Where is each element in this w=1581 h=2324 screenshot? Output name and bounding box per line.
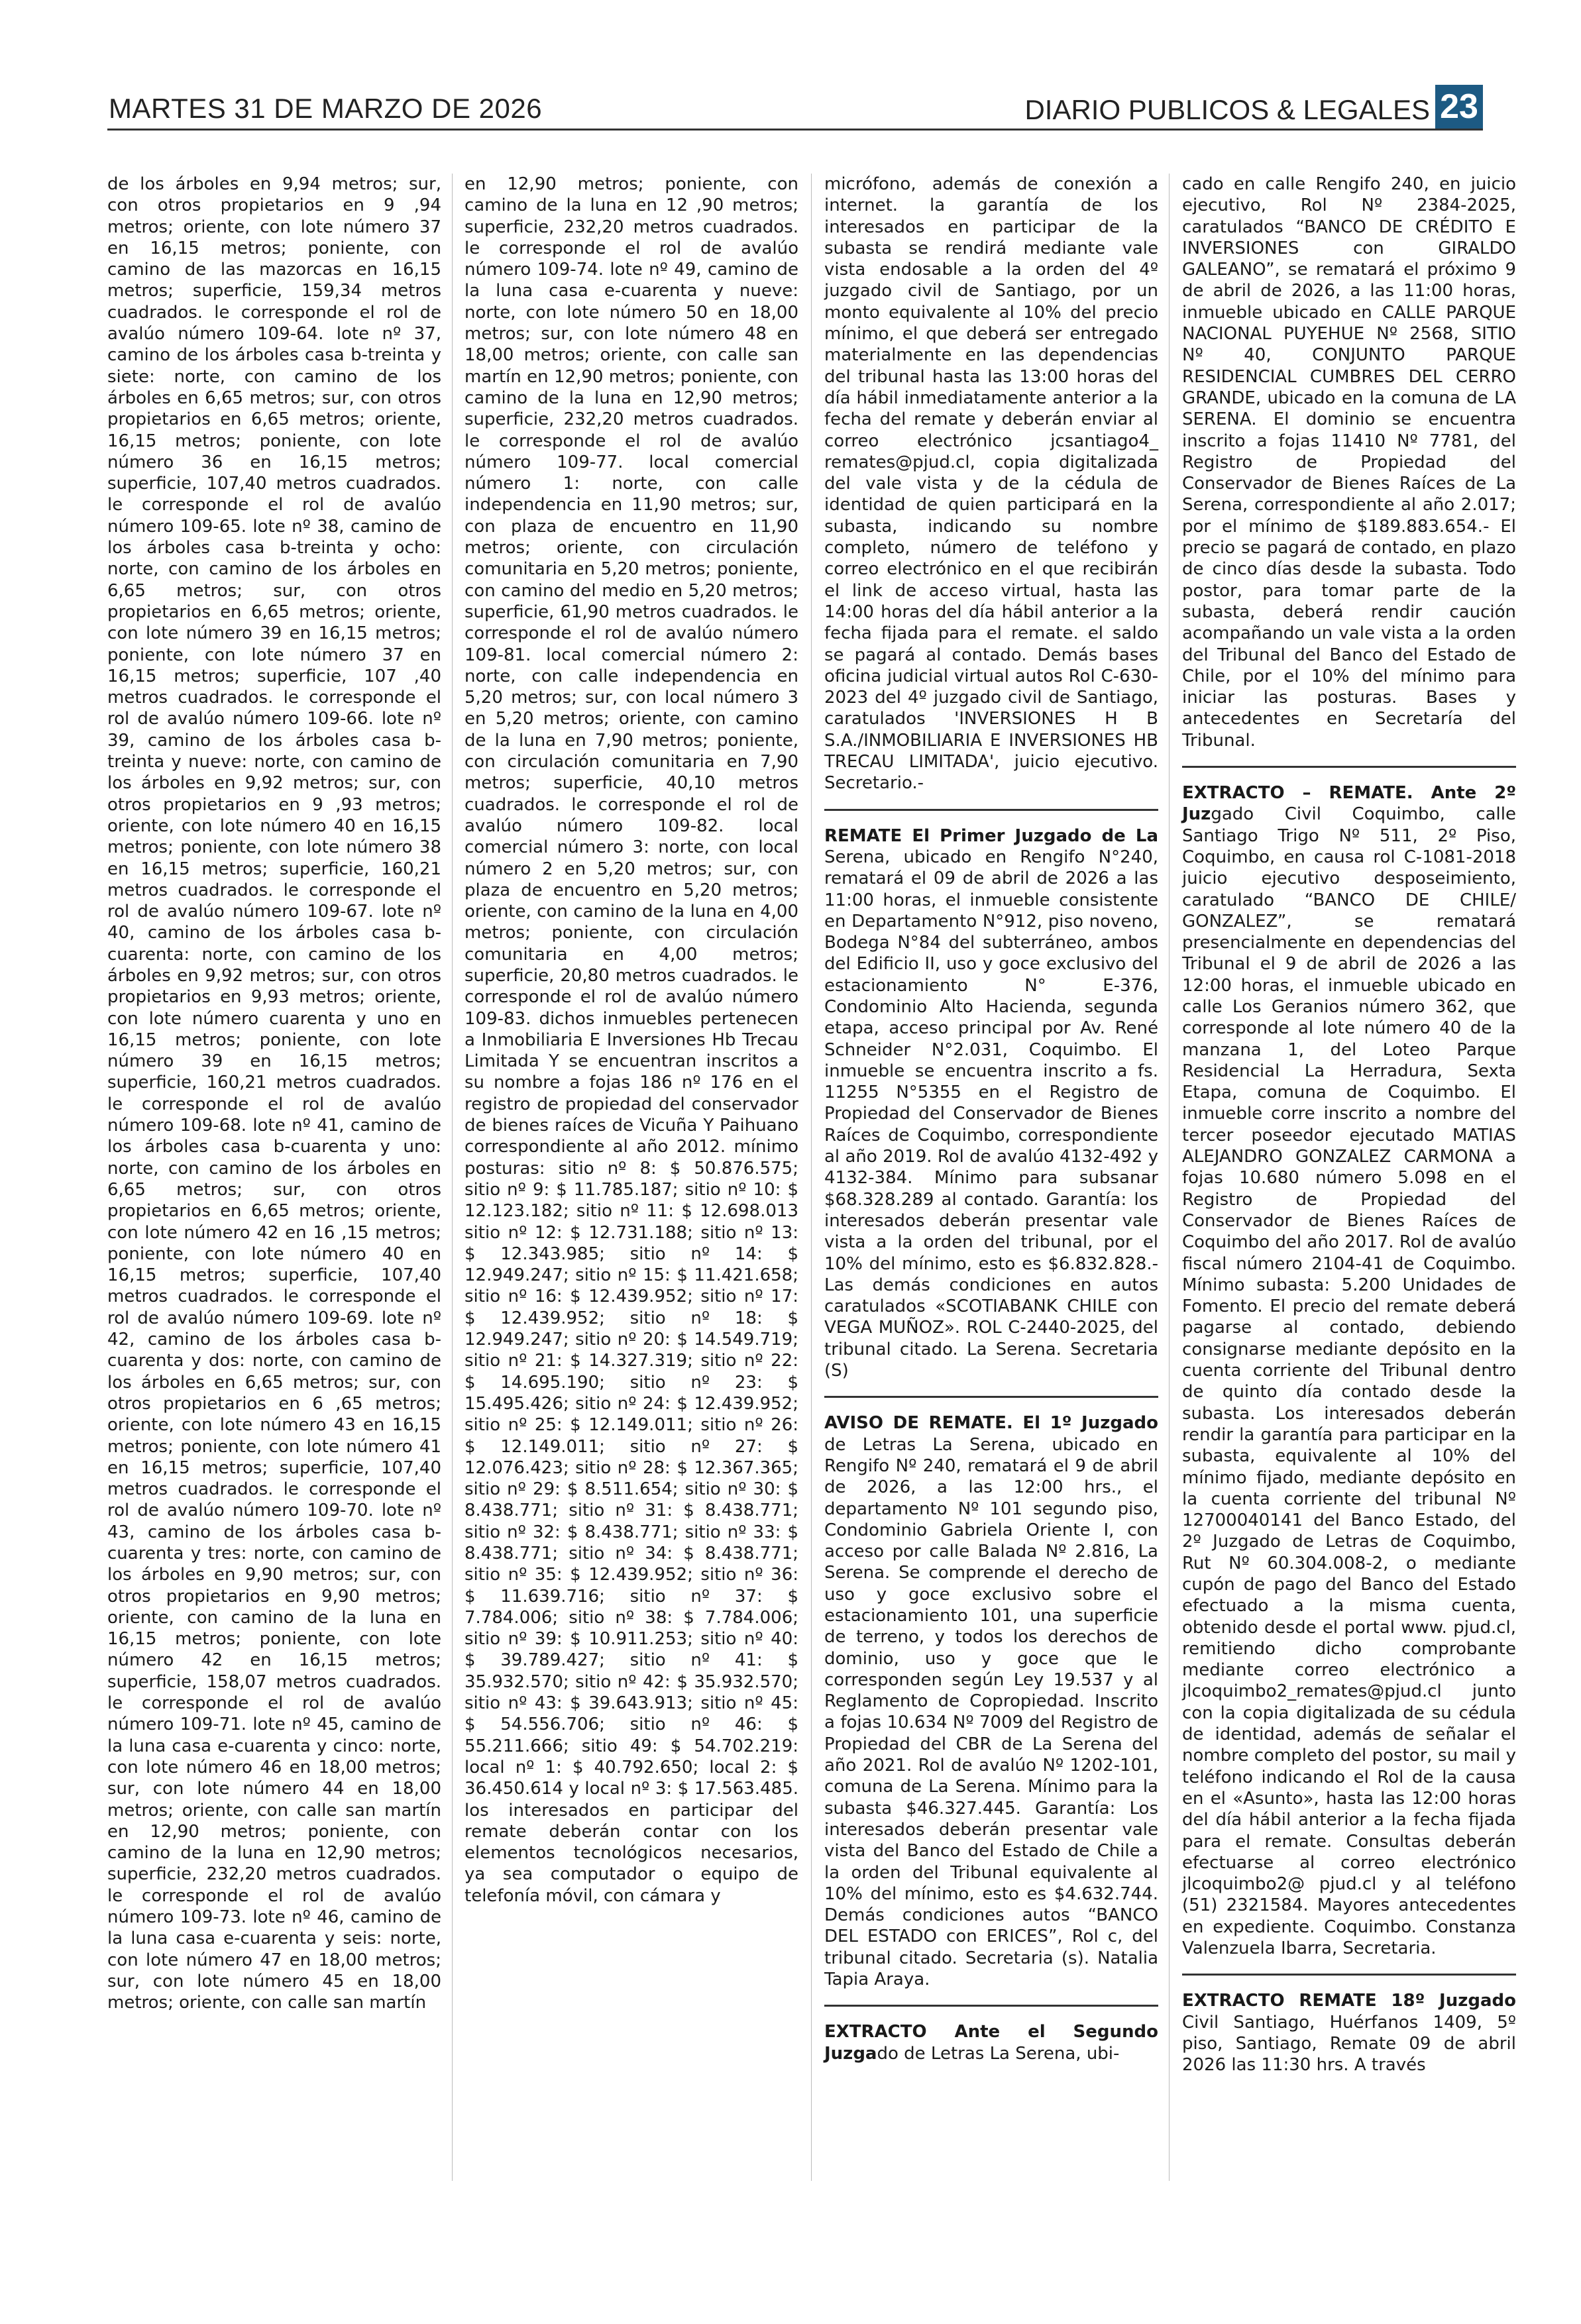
page-header [107, 81, 1483, 129]
notice-heading: EXTRACTO REMATE 18º Juzgado [1182, 1991, 1516, 2011]
notice-extracto-remate-18-juzgado [1182, 1990, 1516, 2076]
notice-body: do de Letras La Serena, ubi- [877, 2043, 1120, 2064]
notice-aviso-de-remate [824, 1412, 1158, 1990]
notice-body: Civil Santiago, Huérfanos 1409, 5º piso, Santiago, Remate 09 de abril 2026 las 11:30 hrs. A través [1182, 2012, 1516, 2076]
notice-separator [1182, 766, 1516, 768]
notice-body: gado Civil Coquimbo, calle Santiago Trigo Nº 511, 2º Piso, Coquimbo, en causa rol C-1081-2018 juicio ejecutivo desposeimiento, caratulado “BANCO DE CHILE/ GONZALEZ”, se rematará presencialmente en dependencias del Tribunal el 9 de abril de 2026 a las 12:00 horas, el inmueble ubicado en calle Los Geranios número 362, que corresponde al lote número 40 de la manzana 1, del Loteo Parque Residencial La Herradura, Sexta Etapa, comuna de Coquimbo. El inmueble corre inscrito a nombre del tercer poseedor ejecutado MATIAS ALEJANDRO GONZALEZ CARMONA a fojas 10.680 número 5.098 en el Registro de Propiedad del Conservador de Bienes Raíces de Coquimbo del año 2017. Rol de avalúo fiscal número 2104-41 de Coquimbo. Mínimo subasta: 5.200 Unidades de Fomento. El precio del remate deberá pagarse al contado, debiendo consignarse mediante depósito en la cuenta corriente del Tribunal dentro de quinto día contado desde la subasta. Los interesados deberán rendir la garantía para participar en la subasta, equivalente al 10% del mínimo fijado, mediante depósito en la cuenta corriente del tribunal Nº 12700040141 del Banco Estado, del 2º Juzgado de Letras de Coquimbo, Rut Nº 60.304.008-2, o mediante cupón de pago del Banco del Estado efectuado a la misma cuenta, obtenido desde el portal www. pjud.cl, remitiendo dicho comprobante mediante correo electrónico a jlcoquimbo2_remates@pjud.cl junto con la copia digitalizada de su cédula de identidad, además de señalar el nombre completo del postor, su mail y teléfono indicando el Rol de la causa en el «Asunto», hasta las 12:00 horas del día hábil anterior a la fecha fijada para el remate. Consultas deberán efectuarse al correo electrónico jlcoquimbo2@ pjud.cl y al teléfono (51) 2321584. Mayores antecedentes en expediente. Coquimbo. Constanza Valenzuela Ibarra, Secretaria. [1182, 804, 1516, 1959]
notice-heading: AVISO DE REMATE. El 1º Juzgado [824, 1413, 1158, 1434]
column-2 [464, 174, 798, 1907]
publication-name: DIARIO PUBLICOS & LEGALES [1024, 94, 1430, 125]
column-3 [824, 174, 1158, 2064]
notice-separator [824, 2005, 1158, 2007]
notice-heading: EXTRACTO – REMATE. Ante 2º Juz [1182, 783, 1516, 825]
notice-continuation [824, 174, 1158, 794]
notice-extracto-remate-coquimbo [1182, 782, 1516, 1959]
notice-separator [824, 809, 1158, 811]
column-divider [452, 174, 453, 2181]
column-divider [1169, 174, 1170, 2181]
notice-extracto-segundo-juzgado [824, 2021, 1158, 2064]
notice-separator [1182, 1974, 1516, 1976]
notice-remate-primer-juzgado [824, 825, 1158, 1382]
notice-body: cado en calle Rengifo 240, en juicio ejecutivo, Rol Nº 2384-2025, caratulados “BANCO DE CRÉDITO E INVERSIONES con GIRALDO GALEANO”, se rematará el próximo 9 de abril de 2026, a las 11:00 horas, inmueble ubicado en CALLE PARQUE NACIONAL PUYEHUE Nº 2568, SITIO Nº 40, CONJUNTO PARQUE RESIDENCIAL CUMBRES DEL CERRO GRANDE, ubicado en la comuna de LA SERENA. El dominio se encuentra inscrito a fojas 11410 Nº 7781, del Registro de Propiedad del Conservador de Bienes Raíces de La Serena, correspondiente al año 2.017; por el mínimo de $189.883.654.- El precio se pagará de contado, en plazo de cinco días desde la subasta. Todo postor, para tomar parte de la subasta, deberá rendir caución acompañando un vale vista a la orden del Tribunal del Banco del Estado de Chile, por el 10% del mínimo para iniciar las posturas. Bases y antecedentes en Secretaría del Tribunal. [1182, 174, 1516, 751]
notice-continuation: de los árboles en 9,94 metros; sur, con otros propietarios en 9 ,94 metros; oriente, con lote número 37 en 16,15 metros; poniente, con camino de las mazorcas en 16,15 metros; superficie, 159,34 metros cuadrados. le corresponde el rol de avalúo número 109-64. lote nº 37, camino de los árboles casa b-treinta y siete: norte, con camino de los árboles en 6,65 metros; sur, con otros propietarios en 6,65 metros; oriente, 16,15 metros; poniente, con lote número 36 en 16,15 metros; superficie, 107,40 metros cuadrados. le corresponde el rol de avalúo número 109-65. lote nº 38, camino de los árboles casa b-treinta y ocho: norte, con camino de los árboles en 6,65 metros; sur, con otros propietarios en 6,65 metros; oriente, con lote número 39 en 16,15 metros; poniente, con lote número 37 en 16,15 metros; superficie, 107 ,40 metros cuadrados. le corresponde el rol de avalúo número 109-66. lote nº 39, camino de los árboles casa b-treinta y nueve: norte, con camino de los árboles en 9,92 metros; sur, con otros propietarios en 9 ,93 metros; oriente, con lote número 40 en 16,15 metros; poniente, con lote número 38 en 16,15 metros; superficie, 160,21 metros cuadrados. le corresponde el rol de avalúo número 109-67. lote nº 40, camino de los árboles casa b-cuarenta: norte, con camino de los árboles en 9,92 metros; sur, con otros propietarios en 9,93 metros; oriente, con lote número cuarenta y uno en 16,15 metros; poniente, con lote número 39 en 16,15 metros; superficie, 160,21 metros cuadrados. le corresponde el rol de avalúo número 109-68. lote nº 41, camino de los árboles casa b-cuarenta y uno: norte, con camino de los árboles en 6,65 metros; sur, con otros propietarios en 6,65 metros; oriente, con lote número 42 en 16 ,15 metros; poniente, con lote número 40 en 16,15 metros; superficie, 107,40 metros cuadrados. le corresponde el rol de avalúo número 109-69. lote nº 42, camino de los árboles casa b-cuarenta y dos: norte, con camino de los árboles en 6,65 metros; sur, con otros propietarios en 6 ,65 metros; oriente, con lote número 43 en 16,15 metros; poniente, con lote número 41 en 16,15 metros; superficie, 107,40 metros cuadrados. le corresponde el rol de avalúo número 109-70. lote nº 43, camino de los árboles casa b-cuarenta y tres: norte, con camino de los árboles en 9,90 metros; sur, con otros propietarios en 9,90 metros; oriente, con camino de la luna en 16,15 metros; poniente, con lote número 42 en 16,15 metros; superficie, 158,07 metros cuadrados. le corresponde el rol de avalúo número 109-71. lote nº 45, camino de la luna casa e-cuarenta y cinco: norte, con lote número 46 en 18,00 metros; sur, con lote número 44 en 18,00 metros; oriente, con calle san martín en 12,90 metros; poniente, con camino de la luna en 12,90 metros; superficie, 232,20 metros cuadrados. le corresponde el rol de avalúo número 109-73. lote nº 46, camino de la luna casa e-cuarenta y seis: norte, con lote número 47 en 18,00 metros; sur, con lote número 45 en 18,00 metros; oriente, con calle san martín [107, 174, 441, 2013]
page-number-badge: 23 [1435, 85, 1483, 129]
notice-continuation [1182, 174, 1516, 751]
notice-separator [824, 1396, 1158, 1398]
notice-body: micrófono, además de conexión a internet. la garantía de los interesados en participar de la subasta se rendirá mediante vale vista endosable a la orden del 4º juzgado civil de Santiago, por un monto equivalente al 10% del precio mínimo, el que deberá ser entregado materialmente en las dependencias del tribunal hasta las 13:00 horas del día hábil inmediatamente anterior a la fecha del remate y deberán enviar al correo electrónico jcsantiago4_ remates@pjud.cl, copia digitalizada del vale vista y de la cédula de identidad de quien participará en la subasta, indicando su nombre completo, número de teléfono y correo electrónico en el que recibirán el link de acceso virtual, hasta las 14:00 horas del día hábil anterior a la fecha fijada para el remate. el saldo se pagará al contado. Demás bases oficina judicial virtual autos Rol C-630-2023 del 4º juzgado civil de Santiago, caratulados 'INVERSIONES H B S.A./INMOBILIARIA E INVERSIONES HB TRECAU LIMITADA', juicio ejecutivo. Secretario.- [824, 174, 1158, 794]
notice-body: de Letras La Serena, ubicado en Rengifo Nº 240, rematará el 9 de abril de 2026, a las 12:00 hrs., el departamento Nº 101 segundo piso, Condominio Gabriela Oriente I, con acceso por calle Balada Nº 2.816, La Serena. Se comprende el derecho de uso y goce exclusivo sobre el estacionamiento 101, una superficie de terreno, y todos los derechos de dominio, uso y goce que le corresponden según Ley 19.537 y al Reglamento de Copropiedad. Inscrito a fojas 10.634 Nº 7009 del Registro de Propiedad del CBR de La Serena del año 2021. Rol de avalúo Nº 1202-101, comuna de La Serena. Mínimo para la subasta $46.327.445. Garantía: Los interesados deberán presentar vale vista del Banco del Estado de Chile a la orden del Tribunal equivalente al 10% del mínimo, esto es $4.632.744. Demás condiciones autos “BANCO DEL ESTADO con ERICES”, Rol c, del tribunal citado. Secretaria (s). Natalia Tapia Araya. [824, 1434, 1158, 1990]
notice-body: Serena, ubicado en Rengifo N°240, rematará el 09 de abril de 2026 a las 11:00 horas, el inmueble consistente en Departamento N°912, piso noveno, Bodega N°84 del subterráneo, ambos del Edificio II, uso y goce exclusivo del estacionamiento N° E-376, Condominio Alto Hacienda, segunda etapa, acceso principal por Av. René Schneider N°2.031, Coquimbo. El inmueble se encuentra inscrito a fs. 11255 N°5355 en el Registro de Propiedad del Conservador de Bienes Raíces de Coquimbo, correspondiente al año 2019. Rol de avalúo 4132-492 y 4132-384. Mínimo para subsanar $68.328.289 al contado. Garantía: los interesados deberán presentar vale vista a la orden del tribunal, por el 10% del mínimo, esto es $6.832.828.- Las demás condiciones en autos caratulados «SCOTIABANK CHILE con VEGA MUÑOZ». ROL C-2440-2025, del tribunal citado. La Serena. Secretaria (S) [824, 847, 1158, 1381]
issue-date: MARTES 31 DE MARZO DE 2026 [109, 93, 543, 124]
column-divider [811, 174, 812, 2181]
notice-continuation: en 12,90 metros; poniente, con camino de la luna en 12 ,90 metros; superficie, 232,20 metros cuadrados. le corresponde el rol de avalúo número 109-74. lote nº 49, camino de la luna casa e-cuarenta y nueve: norte, con lote número 50 en 18,00 metros; sur, con lote número 48 en 18,00 metros; oriente, con calle san martín en 12,90 metros; poniente, con camino de la luna en 12,90 metros; superficie, 232,20 metros cuadrados. le corresponde el rol de avalúo número 109-77. local comercial número 1: norte, con calle independencia en 11,90 metros; sur, con plaza de encuentro en 11,90 metros; oriente, con circulación comunitaria en 5,20 metros; poniente, con camino del medio en 5,20 metros; superficie, 61,90 metros cuadrados. le corresponde el rol de avalúo número 109-81. local comercial número 2: norte, con calle independencia en 5,20 metros; sur, con local número 3 en 5,20 metros; oriente, con camino de la luna en 7,90 metros; poniente, con circulación comunitaria en 7,90 metros; superficie, 40,10 metros cuadrados. le corresponde el rol de avalúo número 109-82. local comercial número 3: norte, con local número 2 en 5,20 metros; sur, con plaza de encuentro en 5,20 metros; oriente, con camino de la luna en 4,00 metros; poniente, con circulación comunitaria en 4,00 metros; superficie, 20,80 metros cuadrados. le corresponde el rol de avalúo número 109-83. dichos inmuebles pertenecen a Inmobiliaria E Inversiones Hb Trecau Limitada Y se encuentran inscritos a su nombre a fojas 186 nº 176 en el registro de propiedad del conservador de bienes raíces de Vicuña Y Paihuano correspondiente al año 2012. mínimo posturas: sitio nº 8: $ 50.876.575; sitio nº 9: $ 11.785.187; sitio nº 10: $ 12.123.182; sitio nº 11: $ 12.698.013 sitio nº 12: $ 12.731.188; sitio nº 13: $ 12.343.985; sitio nº 14: $ 12.949.247; sitio nº 15: $ 11.421.658; sitio nº 16: $ 12.439.952; sitio nº 17: $ 12.439.952; sitio nº 18: $ 12.949.247; sitio nº 20: $ 14.549.719; sitio nº 21: $ 14.327.319; sitio nº 22: $ 14.695.190; sitio nº 23: $ 15.495.426; sitio nº 24: $ 12.439.952; sitio nº 25: $ 12.149.011; sitio nº 26: $ 12.149.011; sitio nº 27: $ 12.076.423; sitio nº 28: $ 12.367.365; sitio nº 29: $ 8.511.654; sitio nº 30: $ 8.438.771; sitio nº 31: $ 8.438.771; sitio nº 32: $ 8.438.771; sitio nº 33: $ 8.438.771; sitio nº 34: $ 8.438.771; sitio nº 35: $ 12.439.952; sitio nº 36: $ 11.639.716; sitio nº 37: $ 7.784.006; sitio nº 38: $ 7.784.006; sitio nº 39: $ 10.911.253; sitio nº 40: $ 39.789.427; sitio nº 41: $ 35.932.570; sitio nº 42: $ 35.932.570; sitio nº 43: $ 39.643.913; sitio nº 45: $ 54.556.706; sitio nº 46: $ 55.211.666; sitio 49: $ 54.702.219: local nº 1: $ 40.792.650; local 2: $ 36.450.614 y local nº 3: $ 17.563.485. los interesados en participar del remate deberán contar con los elementos tecnológicos necesarios, ya sea computador o equipo de telefonía móvil, con cámara y [464, 174, 798, 1906]
notice-heading: REMATE El Primer Juzgado de La [824, 825, 1158, 846]
column-1 [107, 174, 441, 2014]
header-rule [107, 129, 1483, 131]
column-4 [1182, 174, 1516, 2076]
notice-heading: EXTRACTO Ante el Segundo Juzga [824, 2022, 1158, 2064]
